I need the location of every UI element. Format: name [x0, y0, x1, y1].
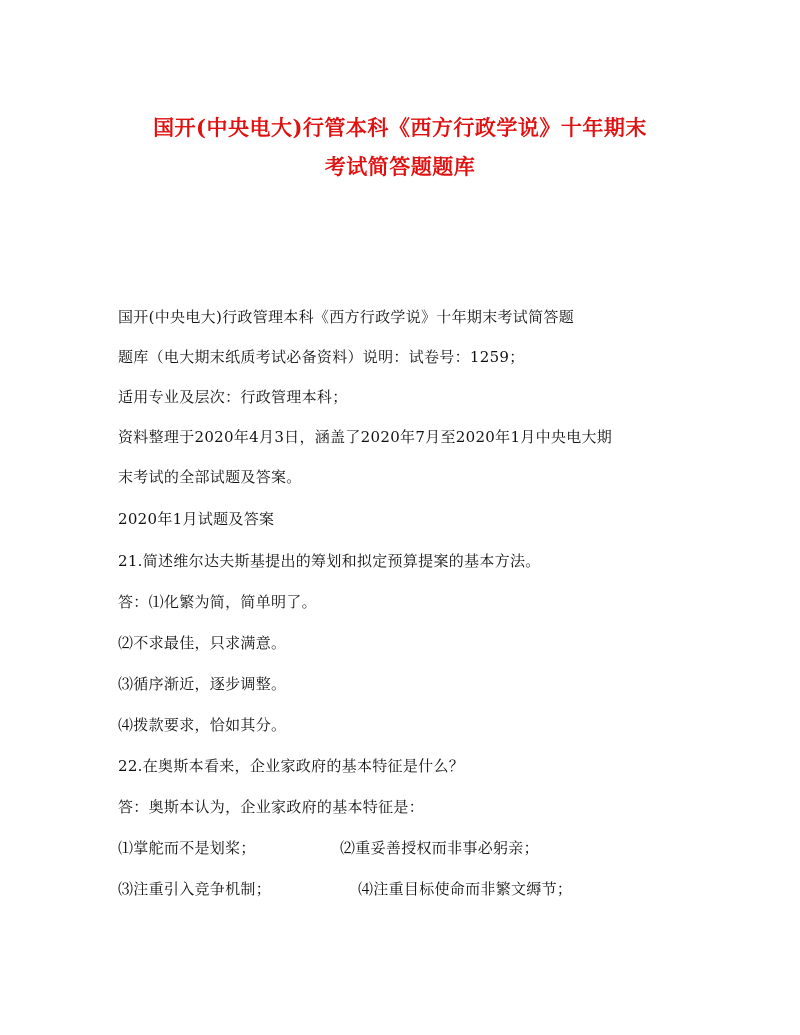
compiled-line-1: 资料整理于2020年4月3日，涵盖了2020年7月至2020年1月中央电大期 — [118, 428, 613, 446]
compiled-line-2: 末考试的全部试题及答案。 — [118, 468, 302, 486]
q22-item-2: ⑵重妥善授权而非事必躬亲； — [340, 839, 539, 857]
q22-answer-row-2 — [118, 878, 678, 899]
document-title-line-1: 国开(中央电大)行管本科《西方行政学说》十年期末 — [153, 115, 647, 140]
section-heading: 2020年1月试题及答案 — [118, 510, 275, 528]
document-title-line-2: 考试简答题题库 — [324, 154, 476, 179]
q21-answer-3: ⑶循序渐近，逐步调整。 — [118, 675, 287, 693]
question-22: 22.在奥斯本看来，企业家政府的基本特征是什么？ — [118, 757, 465, 775]
q21-answer-2: ⑵不求最佳，只求满意。 — [118, 634, 287, 652]
question-21: 21.简述维尔达夫斯基提出的筹划和拟定预算提案的基本方法。 — [118, 552, 541, 570]
q22-answer-row-1 — [118, 837, 678, 858]
q21-answer-1: 答：⑴化繁为简，简单明了。 — [118, 593, 317, 611]
q22-answer-intro: 答：奥斯本认为，企业家政府的基本特征是： — [118, 798, 425, 816]
intro-line-2: 题库（电大期末纸质考试必备资料）说明：试卷号：1259； — [118, 348, 525, 366]
scope-line: 适用专业及层次：行政管理本科； — [118, 388, 348, 406]
q22-item-1: ⑴掌舵而不是划桨； — [118, 839, 256, 857]
q21-answer-4: ⑷拨款要求，恰如其分。 — [118, 716, 287, 734]
q22-item-4: ⑷注重目标使命而非繁文缛节； — [358, 880, 573, 898]
intro-line-1: 国开(中央电大)行政管理本科《西方行政学说》十年期末考试简答题 — [118, 308, 575, 326]
q22-item-3: ⑶注重引入竞争机制； — [118, 880, 272, 898]
